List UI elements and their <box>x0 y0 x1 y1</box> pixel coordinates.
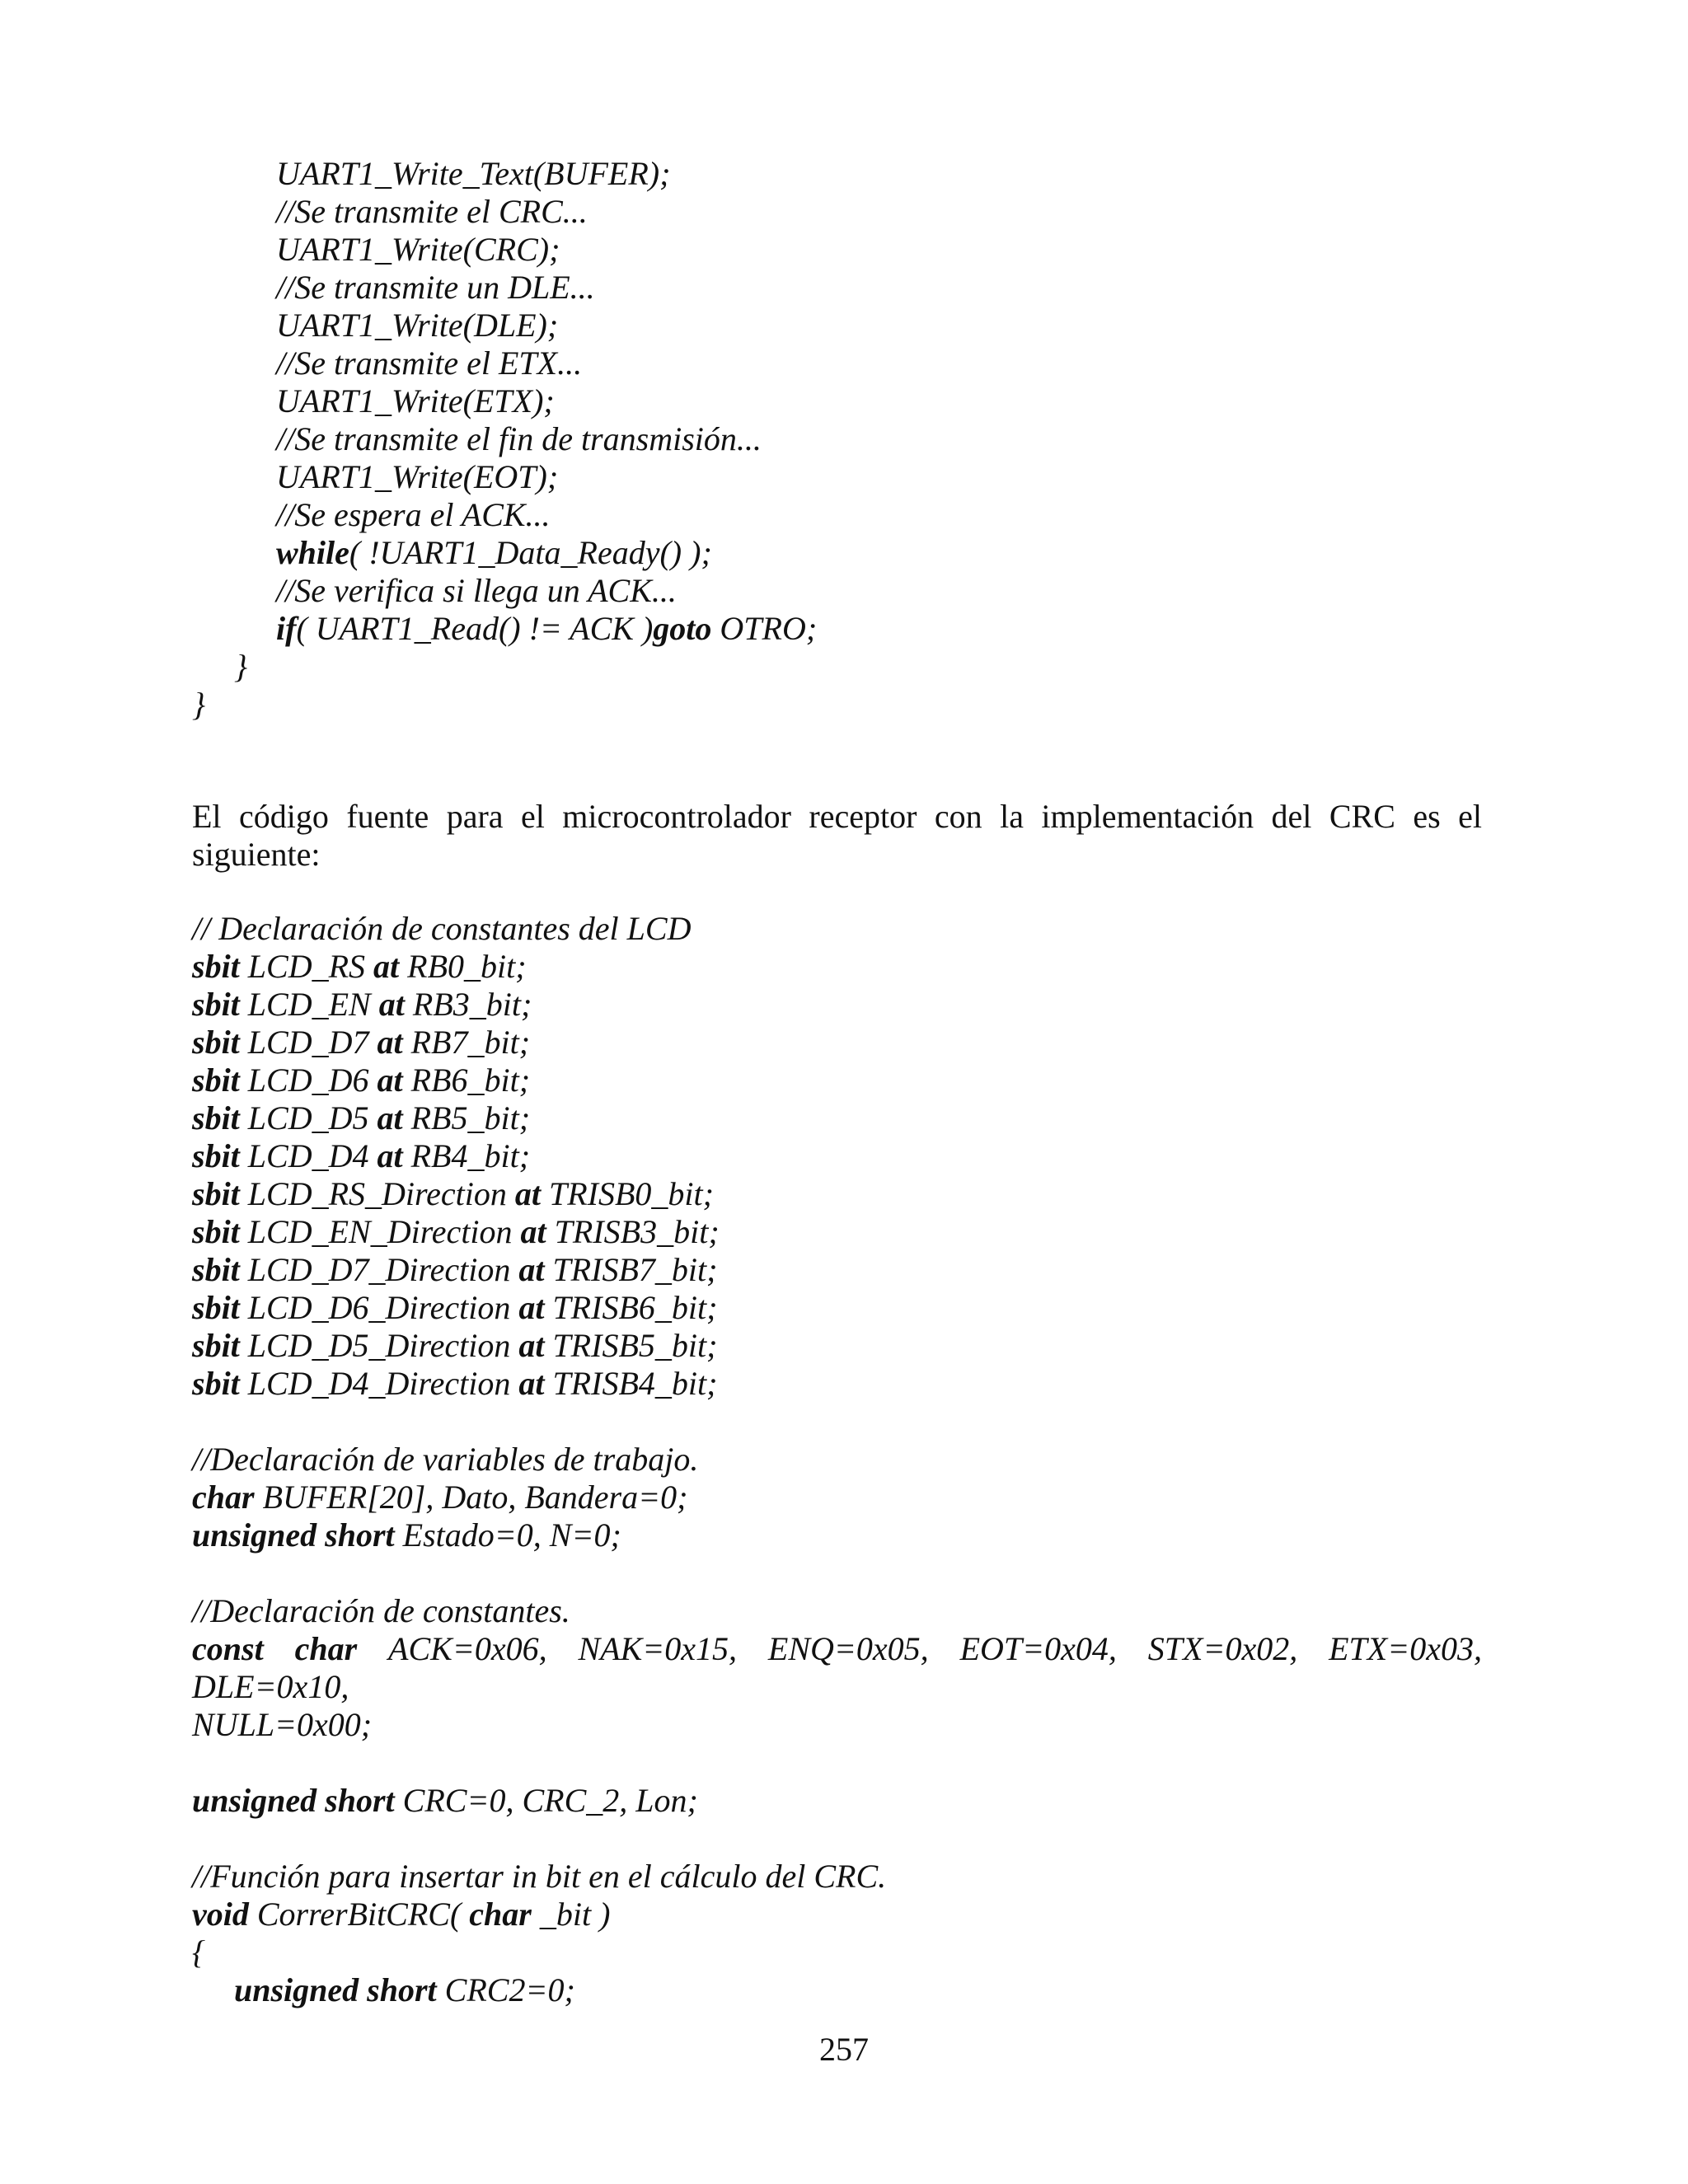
code-text: LCD_RS_Direction <box>239 1175 515 1212</box>
code-text: CRC=0, CRC_2, Lon; <box>394 1782 698 1819</box>
code-text: LCD_RS <box>239 948 374 985</box>
code-text: NAK=0x15, <box>578 1630 738 1667</box>
code-text: ACK=0x06, <box>388 1630 547 1667</box>
code-line <box>276 382 555 420</box>
code-text: LCD_D5_Direction <box>239 1327 519 1364</box>
code-line <box>192 1668 349 1706</box>
code-text: NULL=0x00; <box>192 1706 373 1743</box>
code-keyword: at <box>378 986 405 1023</box>
code-line <box>276 231 560 269</box>
code-text: DLE=0x10, <box>192 1668 349 1705</box>
code-keyword: sbit <box>192 986 240 1023</box>
code-text: TRISB4_bit; <box>544 1365 718 1402</box>
code-text: //Se transmite el CRC... <box>276 193 588 230</box>
code-line <box>276 534 712 572</box>
code-text: //Se transmite un DLE... <box>276 269 595 306</box>
code-line <box>276 155 670 193</box>
code-line <box>192 1137 530 1175</box>
code-text: STX=0x02, <box>1147 1630 1298 1667</box>
code-line <box>192 1516 621 1554</box>
code-text: UART1_Write_Text(BUFER); <box>276 155 671 192</box>
code-line <box>192 1251 717 1289</box>
code-text: LCD_D4 <box>239 1137 377 1174</box>
code-keyword: at <box>520 1213 546 1250</box>
code-text: //Función para insertar in bit en el cálculo del CRC. <box>192 1858 887 1895</box>
code-line <box>192 1024 530 1062</box>
code-line <box>192 1062 530 1099</box>
code-keyword: char <box>469 1896 532 1933</box>
code-line <box>234 1971 575 2009</box>
code-keyword: sbit <box>192 1062 240 1099</box>
code-text: RB5_bit; <box>402 1099 531 1137</box>
code-line-constants <box>192 1630 1482 1668</box>
code-text: TRISB5_bit; <box>544 1327 718 1364</box>
code-text: TRISB6_bit; <box>544 1289 718 1326</box>
code-text: LCD_EN <box>239 986 379 1023</box>
code-text: ( UART1_Read() != ACK ) <box>296 610 654 647</box>
code-line <box>192 1289 717 1327</box>
code-text: RB3_bit; <box>404 986 532 1023</box>
page-number: 257 <box>819 2031 869 2068</box>
code-text: LCD_D6_Direction <box>239 1289 519 1326</box>
code-keyword: sbit <box>192 1213 240 1250</box>
code-text: LCD_D4_Direction <box>239 1365 519 1402</box>
code-text: TRISB7_bit; <box>544 1251 718 1288</box>
code-keyword: at <box>518 1289 545 1326</box>
code-text: CRC2=0; <box>436 1971 575 2008</box>
code-line <box>192 1099 530 1137</box>
code-keyword: sbit <box>192 1289 240 1326</box>
code-text: UART1_Write(DLE); <box>276 307 559 344</box>
code-text: ENQ=0x05, <box>767 1630 929 1667</box>
code-line <box>276 307 558 344</box>
code-keyword: goto <box>653 610 712 647</box>
code-text: Estado=0, N=0; <box>394 1516 621 1554</box>
code-keyword: unsigned short <box>234 1971 437 2008</box>
code-text: //Se transmite el fin de transmisión... <box>276 420 762 457</box>
code-line <box>192 910 691 948</box>
code-keyword: char <box>294 1630 358 1667</box>
code-text: LCD_D5 <box>239 1099 377 1137</box>
code-line <box>192 1933 205 1971</box>
code-line <box>276 269 595 307</box>
code-text: TRISB3_bit; <box>546 1213 720 1250</box>
body-paragraph: El código fuente para el microcontrolador receptor con la implementación del CRC es el siguiente: <box>192 798 1482 873</box>
code-text: LCD_D7_Direction <box>239 1251 519 1288</box>
code-line <box>276 496 551 534</box>
code-text: ( !UART1_Data_Ready() ); <box>349 534 712 571</box>
code-keyword: at <box>518 1365 545 1402</box>
code-text: //Declaración de variables de trabajo. <box>192 1441 699 1478</box>
code-line <box>276 572 677 610</box>
code-keyword: while <box>276 534 349 571</box>
code-text: UART1_Write(EOT); <box>276 458 559 495</box>
code-text: { <box>192 1933 205 1971</box>
code-keyword: at <box>377 1062 403 1099</box>
code-line <box>192 1858 886 1896</box>
code-line <box>276 193 588 231</box>
code-text: // Declaración de constantes del LCD <box>192 910 692 947</box>
code-keyword: if <box>276 610 297 647</box>
code-keyword: void <box>192 1896 249 1933</box>
code-keyword: sbit <box>192 1099 240 1137</box>
code-text: //Se espera el ACK... <box>276 496 551 533</box>
code-text: LCD_D6 <box>239 1062 377 1099</box>
code-line <box>276 344 582 382</box>
code-line <box>192 1213 720 1251</box>
code-line <box>192 1441 698 1479</box>
code-text: TRISB0_bit; <box>540 1175 714 1212</box>
code-text: LCD_EN_Direction <box>239 1213 521 1250</box>
code-text: OTRO; <box>711 610 818 647</box>
code-keyword: unsigned short <box>192 1516 395 1554</box>
code-text: RB7_bit; <box>402 1024 531 1061</box>
code-keyword: sbit <box>192 1327 240 1364</box>
code-keyword: at <box>373 948 400 985</box>
code-text: //Se transmite el ETX... <box>276 344 583 382</box>
code-keyword: sbit <box>192 948 240 985</box>
code-line <box>192 1896 610 1933</box>
code-keyword: at <box>377 1024 403 1061</box>
code-keyword: sbit <box>192 1137 240 1174</box>
code-line <box>192 948 527 986</box>
code-line <box>276 420 762 458</box>
code-text: RB6_bit; <box>402 1062 531 1099</box>
code-text: } <box>192 686 205 723</box>
code-text: ETX=0x03, <box>1329 1630 1482 1667</box>
code-keyword: at <box>377 1137 403 1174</box>
code-keyword: char <box>192 1479 255 1516</box>
code-keyword: sbit <box>192 1024 240 1061</box>
code-keyword: const <box>192 1630 264 1667</box>
code-keyword: at <box>518 1327 545 1364</box>
code-keyword: unsigned short <box>192 1782 395 1819</box>
code-text: _bit ) <box>531 1896 611 1933</box>
code-text: RB4_bit; <box>402 1137 531 1174</box>
code-line <box>192 1327 717 1365</box>
code-keyword: at <box>518 1251 545 1288</box>
code-line <box>234 648 247 686</box>
code-comment-constants: //Declaración de constantes. <box>192 1592 570 1629</box>
code-line <box>192 1479 687 1516</box>
code-text: //Se verifica si llega un ACK... <box>276 572 677 609</box>
code-keyword: at <box>377 1099 403 1137</box>
code-line <box>192 1706 372 1744</box>
code-line <box>192 1175 714 1213</box>
code-text: BUFER[20], Dato, Bandera=0; <box>254 1479 688 1516</box>
code-line <box>192 986 532 1024</box>
code-line <box>276 458 558 496</box>
code-text: UART1_Write(ETX); <box>276 382 555 419</box>
code-keyword: sbit <box>192 1251 240 1288</box>
code-text: EOT=0x04, <box>959 1630 1117 1667</box>
code-keyword: sbit <box>192 1175 240 1212</box>
code-text: LCD_D7 <box>239 1024 377 1061</box>
code-line <box>192 1365 717 1403</box>
code-text: } <box>234 648 247 685</box>
code-line <box>192 686 205 724</box>
code-text: RB0_bit; <box>399 948 527 985</box>
code-keyword: sbit <box>192 1365 240 1402</box>
code-line <box>192 1782 698 1820</box>
code-line <box>276 610 817 648</box>
code-text: CorrerBitCRC( <box>248 1896 470 1933</box>
code-text: UART1_Write(CRC); <box>276 231 560 268</box>
code-keyword: at <box>514 1175 541 1212</box>
